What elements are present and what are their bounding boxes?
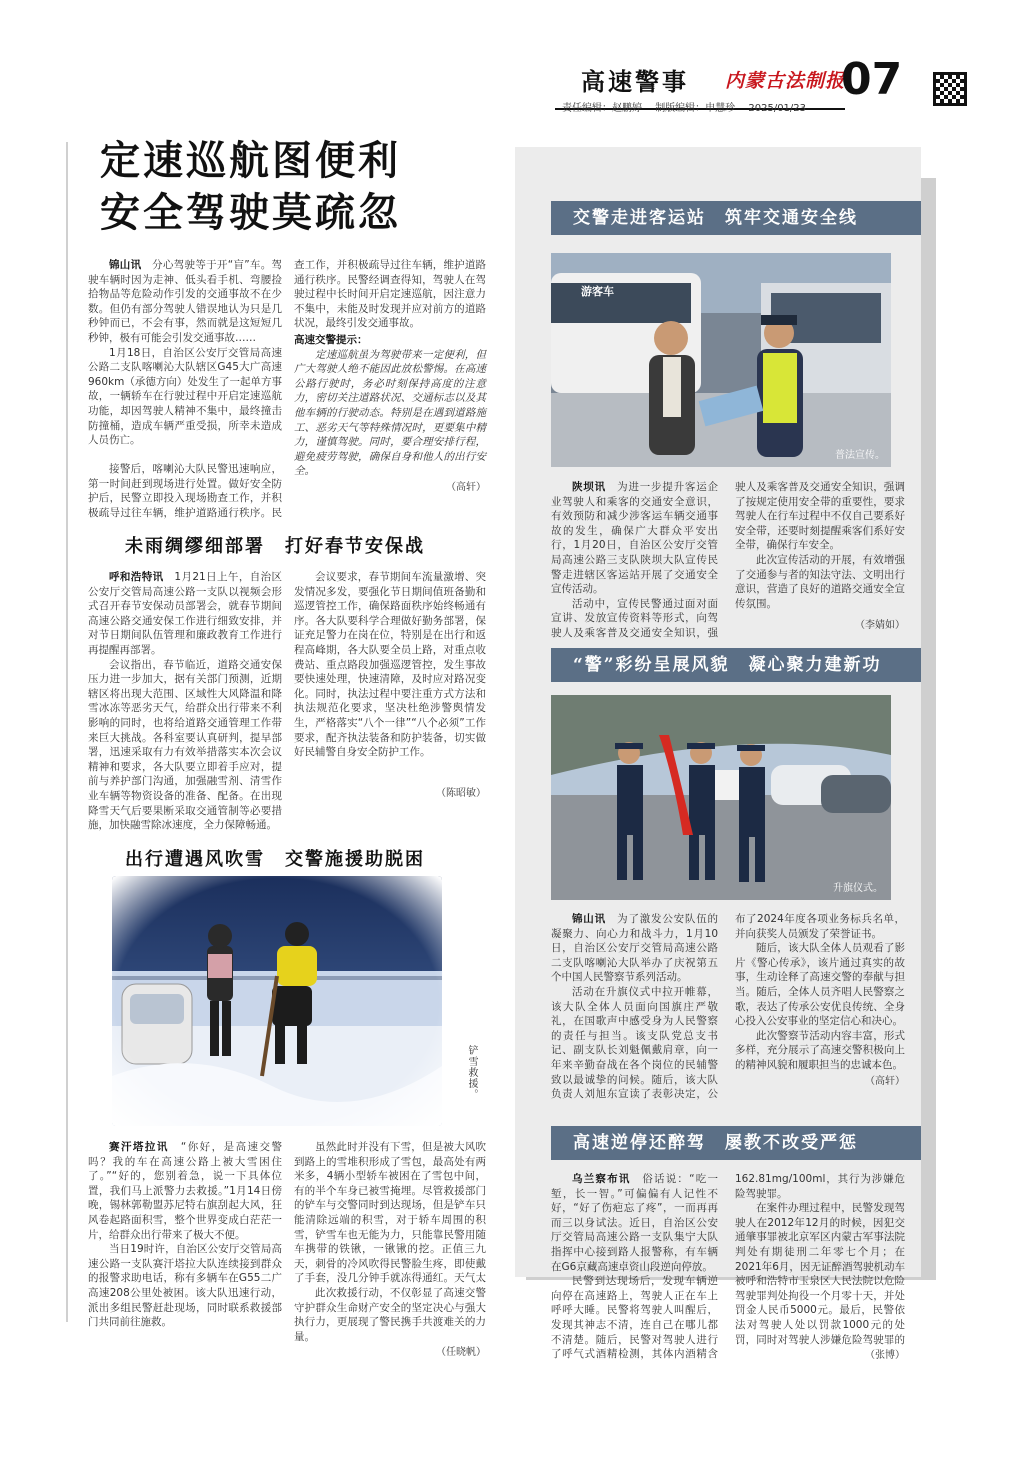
story2-headline: 未雨绸缪细部署 打好春节安保战 (125, 536, 425, 557)
paragraph-continued: 驶人及乘客普及交通安全知识，强调了按规定使用安全带的重要性，要求驾驶人在行车过程中不仅自己要系好安全带，还要时刻提醒乘客们系好安全带，确保行车安全。 (735, 481, 905, 552)
paragraph: 随后，该大队全体人员观看了影片《警心传承》，该片通过真实的故事，生动诠释了高速交警的奉献与担当。随后，全体人员齐唱人民警察之歌，表达了传承公安优良传统、全身心投入公安事业的坚定信心和决心。 (735, 942, 905, 1028)
paragraph: 1月21日上午，自治区公安厅交管局高速公路一支队以视频会形式召开春节安保动员部署会，就春节期间高速公路交通安保工作进行细致安排，并对节日期间队伍管理和廉政教育工作进行再提醒再部署。 (88, 571, 282, 656)
paragraph: 为进一步提升客运企业驾驶人和乘客的交通安全意识，有效预防和减少涉客运车辆交通事故的发生，确保广大群众平安出行，1月20日，自治区公安厅交管局高速公路三支队陕坝大队宣传民警走进辖区客运站开展了交通安全宣传活动。 (551, 481, 719, 596)
panel2-col2 (735, 912, 905, 1089)
paragraph: 为了激发公安队伍的凝聚力、向心力和战斗力，1月10日，自治区公安厅交管局高速公路二支队喀喇沁大队举办了庆祝第五个中国人民警察节系列活动。 (551, 913, 719, 984)
panel1-col2 (735, 480, 905, 634)
byline: （高轩） (865, 1075, 905, 1087)
main-story-col1 (88, 258, 282, 448)
paper-logo: 内蒙古法制报 (725, 70, 846, 92)
paragraph: 此次救援行动，不仅彰显了高速交警守护群众生命财产安全的坚定决心与强大执行力，更展现了警民携手共渡难关的力量。 (294, 1287, 486, 1343)
snow-rescue-illustration (112, 876, 442, 1126)
panel1-banner: 交警走进客运站 筑牢交通安全线 (551, 201, 921, 235)
dateline: 陕坝讯 (572, 481, 606, 493)
page-number: 07 (841, 54, 903, 105)
panel3-col1 (551, 1172, 718, 1362)
panel2-col1 (551, 912, 718, 1103)
flag-photo-caption: 升旗仪式。 (833, 883, 883, 894)
dateline: 呼和浩特讯 (109, 571, 164, 583)
flag-raising-photo (551, 695, 891, 900)
paragraph: 民警到达现场后，发现车辆逆向停在高速路上，驾驶人正在车上呼呼大睡。民警将驾驶人叫醒后，发现其神志不清，连自己在哪儿都不清楚。随后，民警对驾驶人进行了呼气式酒精检测，其体内酒精含 (551, 1275, 718, 1361)
main-headline (100, 135, 401, 239)
main-story-col2 (294, 258, 486, 496)
paragraph: 活动中，宣传民警通过面对面宣讲、发放宣传资料等形式，向驾驶人及乘客普及交通安全知识，强 (551, 597, 718, 639)
panel3-banner: 高速逆停还醉驾 屡教不改受严惩 (551, 1126, 921, 1160)
flag-raising-illustration (551, 695, 891, 900)
byline: （陈昭敏） (436, 788, 486, 799)
paragraph: 会议要求，春节期间车流量激增、突发情况多发，要强化节日期间值班备勤和巡逻管控工作，确保路面秩序始终畅通有序。各大队要科学合理做好勤务部署，保证充足警力在岗在位，特别是在出行和返程高峰期，各大队要全员上路，对重点收费站、重点路段加强巡逻管控，发生事故要快速处理，快速清障，及时应对路况变化。同时，执法过程中要注重方式方法和执法规范化要求，坚决杜绝涉警舆情发生，严格落实“八个一律”“八个必须”工作要求，配齐执法装备和防护装备，切实做好民辅警自身安全防护工作。 (294, 571, 486, 759)
paragraph: 活动在升旗仪式中拉开帷幕，该大队全体人员面向国旗庄严敬礼，在国歌声中感受身为人民警察的责任与担当。该支队党总支书记、副支队长刘魁佩戴肩章，向一年来辛勤奋战在各个岗位的民辅警致以最诚挚的问候。随后，该大队负责人刘旭东宣读了表彰决定，公 (551, 985, 718, 1101)
paragraph: 虽然此时并没有下雪，但是被大风吹到路上的雪堆积形成了雪包，最高处有两米多，4辆小型轿车被困在了雪包中间，有的半个车身已被雪掩埋。尽管救援部门的铲车与交警同时到达现场，但是铲车只能清除远端的积雪，对于轿车周围的积雪，铲雪车也无能为力，只能靠民警用随车携带的铁锹，一锹锹的挖。正值三九天，刺骨的冷风吹得民警脸生疼，即使戴了手套，没几分钟手就冻得通红。天气太 (294, 1141, 486, 1285)
main-headline-line1: 定速巡航图便利 (100, 137, 401, 184)
byline: （高轩） (446, 481, 486, 493)
paragraph: 1月18日，自治区公安厅交管局高速公路二支队喀喇沁大队辖区G45大广高速960km（承德方向）处发生了一起单方事故，一辆轿车在行驶过程中开启定速巡航功能，却因驾驶人精神不集中，最终撞击防撞桶，造成车辆严重受损，所幸未造成人员伤亡。 (88, 346, 282, 447)
paragraph: 此次警察节活动内容丰富，形式多样，充分展示了高速交警积极向上的精神风貌和履职担当的忠诚本色。 (735, 1029, 905, 1071)
panel1-col1 (551, 480, 718, 641)
snow-rescue-photo (112, 876, 442, 1126)
paragraph: 在案件办理过程中，民警发现驾驶人在2012年12月的时候，因犯交通肇事罪被北京军区内蒙古军事法院判处有期徒刑二年零七个月；在2021年6月，因无证醉酒驾驶机动车被呼和浩特市玉泉区人民法院以危险驾驶罪判处拘役一个月零十天，并处罚金人民币5000元。最后，民警依法对驾驶人处以罚款1000元的处罚，同时对驾驶人涉嫌危险驾驶罪的 (735, 1202, 905, 1346)
paragraph: 会议指出，春节临近，道路交通安保压力进一步加大，据有关部门预测，近期辖区将出现大范围、区域性大风降温和降雪冰冻等恶劣天气，给群众出行带来不利影响的同时，也将给道路交通管理工作带来巨大挑战。各科室要认真研判，提早部署，迅速采取有力有效举措落实本次会议精神和要求，各大队要立即着手应对，提前与养护部门沟通，加强融雪剂、清雪作业车辆等物资设备的准备、配备。在出现降雪天气后要果断采取交通管制等必要措施，加快融雪除冰速度，全力保障畅通。 (88, 658, 282, 832)
section-name: 高速警事 (581, 68, 689, 96)
editor-credit: 责任编辑：赵鹏婷 (562, 103, 642, 114)
dateline: 锦山讯 (109, 259, 142, 271)
qr-code-icon (933, 72, 967, 106)
dateline: 锦山讯 (572, 913, 606, 925)
bus-sign-text: 游客车 (581, 285, 614, 298)
layout-editor-credit: 制版编辑：申慧珍 (655, 103, 736, 114)
paragraph: 俗话说：“吃一堑，长一智。”可偏偏有人记性不好，“好了伤疤忘了疼”，一而再再而三以身试法。近日，自治区公安厅交管局高速公路一支队集宁大队指挥中心接到路人报警称，有车辆在G6京藏高速卓资山段逆向停放。 (551, 1173, 718, 1273)
snow-photo-caption: 铲雪救援。 (466, 1045, 477, 1100)
column-rule (66, 142, 68, 1322)
story2-col2 (294, 570, 486, 802)
paragraph: “你好，是高速交警吗？我的车在高速公路上被大雪困住了。”“好的，您别着急，说一下具体位置，我们马上派警力去救援。”1月14日傍晚，锡林郭勒盟苏尼特右旗刮起大风，狂风卷起路面积雪，整个世界变成白茫茫一片，给群众出行带来了极大不便。 (88, 1141, 282, 1241)
paragraph-continued: 162.81mg/100ml，其行为涉嫌危险驾驶罪。 (735, 1173, 905, 1200)
issue-date: 2025/01/23 (748, 103, 807, 114)
panel2-banner: “警”彩纷呈展风貌 凝心聚力建新功 (551, 648, 921, 682)
byline: （李婧如） (855, 620, 905, 632)
dateline: 赛汗塔拉讯 (109, 1141, 169, 1153)
paragraph-continued: 布了2024年度各项业务标兵名单，并向获奖人员颁发了荣誉证书。 (735, 913, 905, 940)
paragraph: 接警后，喀喇沁大队民警迅速响应，第一时间赶到现场进行处置。做好安全防护后，民警立即投入现场勘查工作，并积极疏导过往车辆，维护道路通行秩序。民 (88, 463, 282, 519)
story3-headline: 出行遭遇风吹雪 交警施援助脱困 (125, 849, 425, 870)
paragraph: 分心驾驶等于开“盲”车。驾驶车辆时因为走神、低头看手机、弯腰捡拾物品等危险动作引发的交通事故不在少数。但仍有部分驾驶人错误地认为只是几秒钟而已，不会有事，然而就是这短短几秒钟，极有可能会引发交通事故…… (88, 259, 283, 344)
story3-col1 (88, 1140, 282, 1363)
byline: （张博） (865, 1350, 905, 1362)
tip-title: 高速交警提示： (294, 333, 368, 346)
story3-col2 (294, 1140, 486, 1361)
paragraph: 此次宣传活动的开展，有效增强了交通参与者的知法守法、文明出行意识，营造了良好的道路交通安全宣传氛围。 (735, 553, 905, 610)
panel3-col2 (735, 1172, 905, 1364)
tip-text: 定速巡航虽为驾驶带来一定便利，但广大驾驶人绝不能因此放松警惕。在高速公路行驶时，务必时刻保持高度的注意力，密切关注道路状况、交通标志以及其他车辆的行驶动态。特别是在遇到道路施工、恶劣天气等特殊情况时，更要集中精力，谨慎驾驶。同时，要合理安排行程，避免疲劳驾驶，确保自身和他人的出行安全。 (294, 348, 486, 478)
paragraph-continued: 查工作，并积极疏导过往车辆，维护道路通行秩序。民警经调查得知，驾驶人在驾驶过程中长时间开启定速巡航，因注意力不集中，未能及时发现并应对前方的道路状况，最终引发交通事故。 (294, 259, 486, 330)
byline: （任晓帆） (436, 1347, 486, 1359)
main-headline-line2: 安全驾驶莫疏忽 (100, 189, 401, 236)
story2-col1 (88, 570, 282, 855)
bus-station-photo (551, 253, 891, 467)
bus-photo-caption: 普法宣传。 (835, 450, 885, 461)
dateline: 乌兰察布讯 (572, 1173, 631, 1185)
credits-line (562, 99, 816, 114)
paragraph: 当日19时许，自治区公安厅交管局高速公路一支队赛汗塔拉大队连续接到群众的报警求助电话，称有多辆车在G55二广高速208公里处被困。该大队迅速行动，派出多组民警赶赴现场，同时联系救援部门共同前往施救。 (88, 1243, 282, 1329)
main-story-col1b (88, 462, 282, 520)
